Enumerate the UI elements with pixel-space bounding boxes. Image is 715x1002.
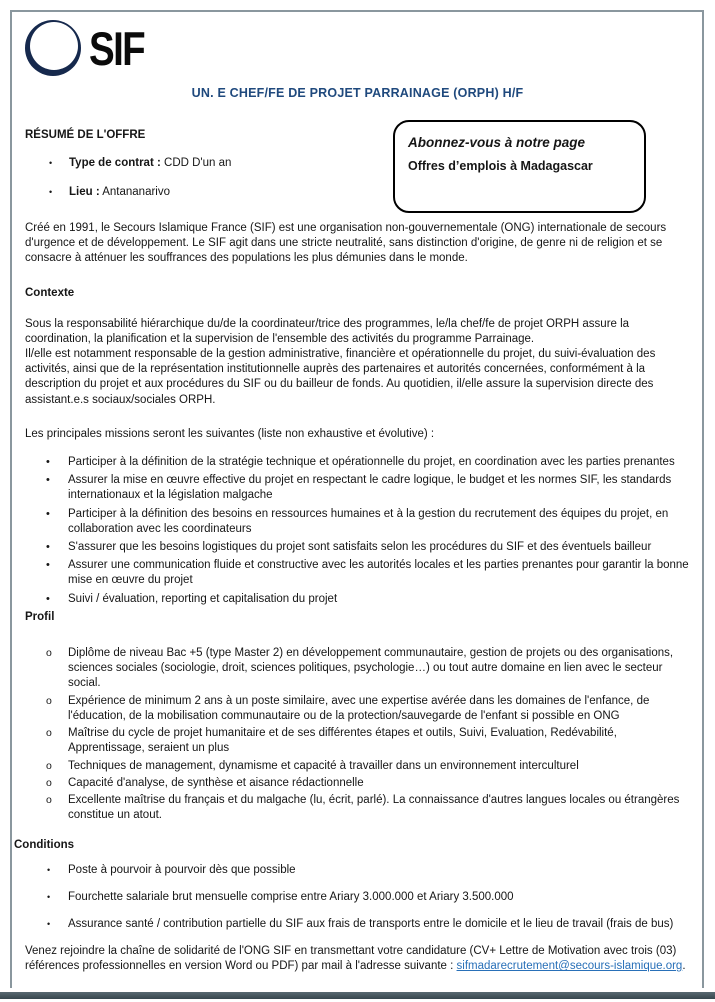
resume-list — [25, 156, 405, 199]
contexte-paragraph-1: Sous la responsabilité hiérarchique du/de la coordinateur/trice des programmes, le/la chef/fe de projet ORPH assure la coordination, la planification et la supervision de l'ensemble des activités du programme Parrainage. — [25, 317, 630, 345]
condition-item: • Fourchette salariale brut mensuelle comprise entre Ariary 3.000.000 et Ariary 3.500.000 — [25, 890, 690, 905]
intro-paragraph: Créé en 1991, le Secours Islamique France (SIF) est une organisation non-gouvernementale (ONG) internationale de secours d'urgence et de développement. Le SIF agit dans une stricte neutralité, sans distinction d'origine, de genre ni de religion et se consacre à atténuer les souffrances des populations les plus démunies dans le monde. — [25, 221, 667, 265]
missions-list — [25, 455, 690, 607]
condition-item: • Poste à pourvoir à pourvoir dès que possible — [25, 863, 690, 878]
apply-text: Venez rejoindre la chaîne de solidarité de l'ONG SIF en transmettant votre candidature (CV+ Lettre de Motivation avec trois (03) références professionnelles en version Word ou PDF) par mail à l'adresse suivante : — [25, 945, 677, 973]
profil-item: o Maîtrise du cycle de projet humanitaire et de ses différentes étapes et outils, Suivi, Evaluation, Redévabilité, Apprentissage, seraient un plus — [25, 726, 690, 756]
contexte-paragraph — [25, 317, 690, 408]
mission-item: • Assurer une communication fluide et constructive avec les autorités locales et les parties prenantes pour garantir la bonne mise en œuvre du projet — [25, 558, 690, 588]
resume-item-contract — [25, 156, 405, 171]
contexte-paragraph-2: Il/elle est notamment responsable de la gestion administrative, financière et opérationnelle du projet, du suivi-évaluation des activités, ainsi que de la représentation institutionnelle auprès des partenaires et autorités concernées, conformément à la description du projet et aux procédures du SIF ou du bailleur de fonds. Au quotidien, il/elle assure la supervision directe des assistant.e.s sociaux/sociales ORPH. — [25, 348, 656, 406]
resume-item-location — [25, 185, 405, 200]
profil-item: o Diplôme de niveau Bac +5 (type Master 2) en développement communautaire, gestion de projets ou des organisations, sciences sociales (sociologie, droit, sciences politiques, psychologie…) ou tout autre domaine en lien avec le secteur social. — [25, 646, 690, 692]
crescent-circle-icon — [25, 20, 83, 78]
promo-box[interactable] — [393, 120, 646, 213]
bottom-bar — [0, 992, 715, 999]
promo-line-1: Abonnez-vous à notre page — [408, 135, 586, 150]
missions-intro: Les principales missions seront les suivantes (liste non exhaustive et évolutive) : — [25, 427, 435, 440]
sif-logo — [25, 18, 690, 80]
apply-paragraph — [25, 944, 690, 974]
resume-item-label: Lieu : — [69, 185, 100, 198]
logo-text: SIF — [89, 22, 145, 76]
crescent-inner-fill — [30, 22, 78, 70]
mission-item: • Suivi / évaluation, reporting et capitalisation du projet — [25, 592, 690, 607]
mission-item: • Assurer la mise en œuvre effective du projet en respectant le cadre logique, le budget et les normes SIF, les standards internationaux et la législation malgache — [25, 473, 690, 503]
contexte-heading: Contexte — [25, 287, 75, 300]
condition-item: • Assurance santé / contribution partielle du SIF aux frais de transports entre le domicile et le lieu de travail (frais de bus) — [25, 917, 690, 932]
resume-heading: RÉSUMÉ DE L'OFFRE — [25, 129, 146, 142]
job-title: UN. E CHEF/FE DE PROJET PARRAINAGE (ORPH) H/F — [191, 86, 524, 100]
profil-item: o Techniques de management, dynamisme et capacité à travailler dans un environnement interculturel — [25, 759, 690, 774]
profil-heading: Profil — [25, 610, 55, 623]
promo-line-2: Offres d’emplois à Madagascar — [408, 159, 593, 173]
resume-item-value: CDD D'un an — [164, 157, 232, 170]
apply-text-suffix: . — [682, 960, 686, 973]
resume-item-label: Type de contrat : — [69, 157, 161, 170]
conditions-list — [25, 863, 690, 933]
resume-item-value: Antananarivo — [102, 185, 171, 198]
mission-item: • Participer à la définition de la stratégie technique et opérationnelle du projet, en coordination avec les parties prenantes — [25, 455, 690, 470]
profil-item: o Capacité d'analyse, de synthèse et aisance rédactionnelle — [25, 776, 690, 791]
email-link[interactable]: sifmadarecrutement@secours-islamique.org — [456, 960, 683, 973]
mission-item: • Participer à la définition des besoins en ressources humaines et à la gestion du recrutement des équipes du projet, en collaboration avec les coordinateurs — [25, 507, 690, 537]
profil-item: o Excellente maîtrise du français et du malgache (lu, écrit, parlé). La connaissance d'autres langues locales ou étrangères constitue un atout. — [25, 793, 690, 823]
profil-list — [25, 646, 690, 823]
conditions-heading: Conditions — [14, 839, 75, 852]
mission-item: • S'assurer que les besoins logistiques du projet sont satisfaits selon les procédures du SIF et des éventuels bailleur — [25, 540, 690, 555]
profil-item: o Expérience de minimum 2 ans à un poste similaire, avec une expertise avérée dans les domaines de l'enfance, de l'éducation, de la mobilisation communautaire ou de la protection/sauvegarde de l'enfant si possible en ONG — [25, 694, 690, 724]
